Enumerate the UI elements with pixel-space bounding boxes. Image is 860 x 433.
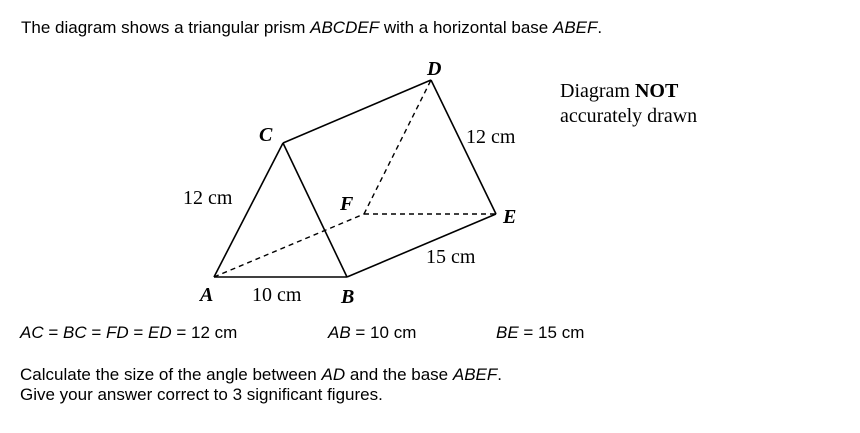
note-line-2: accurately drawn (560, 105, 698, 127)
edge-ac (214, 143, 283, 277)
note-line-1-plain: Diagram (560, 80, 635, 102)
base-name: ABEF (552, 18, 598, 37)
hidden-edge-af (214, 214, 364, 277)
vertex-label-d: D (427, 58, 442, 80)
question-line-1 (20, 365, 502, 385)
vertex-label-e: E (503, 206, 517, 228)
hidden-edge-fd (364, 80, 431, 214)
fact-ac-bc-fd-ed (20, 323, 237, 343)
vertex-label-b: B (341, 286, 355, 308)
fact-var-ac: AC (20, 323, 44, 342)
note-line-1 (560, 79, 697, 104)
edge-label-de: 12 cm (466, 126, 516, 148)
vertex-label-a: A (200, 284, 214, 306)
prism-name: ABCDEF (310, 18, 380, 37)
question-var-ad: AD (321, 365, 346, 384)
intro-middle: with a horizontal base (379, 18, 553, 37)
edge-cd (283, 80, 431, 143)
fact-var-ab: AB (328, 323, 351, 342)
fact-var-be: BE (496, 323, 519, 342)
fact-ab (328, 323, 416, 343)
fact-equals: = (43, 323, 63, 342)
fact-equals: = (86, 323, 106, 342)
question-suffix: . (497, 365, 503, 384)
question-prefix: Calculate the size of the angle between (20, 365, 322, 384)
intro-suffix: . (597, 18, 603, 37)
fact-be (496, 323, 584, 343)
note-line-1-bold: NOT (634, 80, 679, 102)
vertex-label-c: C (259, 124, 273, 146)
fact-value: = 12 cm (171, 323, 238, 342)
fact-var-fd: FD (106, 323, 129, 342)
edge-label-ac: 12 cm (183, 187, 233, 209)
fact-value: = 15 cm (518, 323, 585, 342)
fact-var-bc: BC (63, 323, 87, 342)
fact-equals: = (128, 323, 149, 342)
edge-cb (283, 143, 347, 277)
intro-prefix: The diagram shows a triangular prism (21, 18, 311, 37)
diagram-not-accurate-note (560, 79, 697, 129)
question-line-2: Give your answer correct to 3 significant figures. (20, 385, 383, 404)
question-middle: and the base (345, 365, 453, 384)
edge-label-be: 15 cm (426, 246, 476, 268)
question-var-abef: ABEF (452, 365, 498, 384)
edge-label-ab: 10 cm (252, 284, 302, 306)
vertex-label-f: F (340, 193, 354, 215)
fact-value: = 10 cm (350, 323, 417, 342)
fact-var-ed: ED (148, 323, 172, 342)
